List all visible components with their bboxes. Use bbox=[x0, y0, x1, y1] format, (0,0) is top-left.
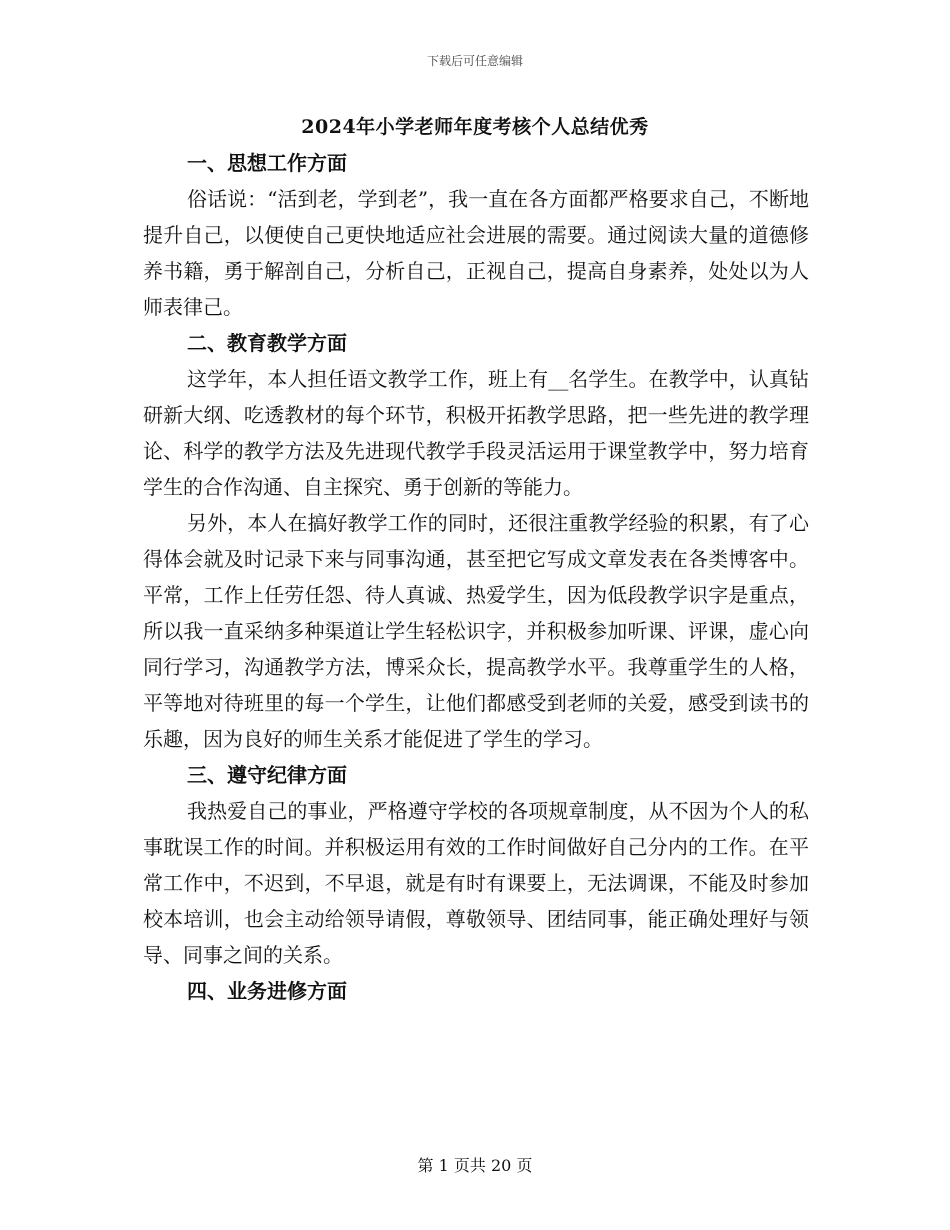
section-heading: 二、教育教学方面 bbox=[187, 331, 347, 355]
document-body bbox=[143, 145, 809, 1009]
section-heading: 一、思想工作方面 bbox=[187, 151, 347, 175]
section-heading: 三、遵守纪律方面 bbox=[187, 763, 347, 787]
paragraph: 这学年，本人担任语文教学工作，班上有__名学生。在教学中，认真钻研新大纲、吃透教材的每个环节，积极开拓教学思路，把一些先进的教学理论、科学的教学方法及先进现代教学手段灵活运用于课堂教学中，努力培育学生的合作沟通、自主探究、勇于创新的等能力。 bbox=[143, 367, 809, 499]
paragraph: 我热爱自己的事业，严格遵守学校的各项规章制度，从不因为个人的私事耽误工作的时间。并积极运用有效的工作时间做好自己分内的工作。在平常工作中，不迟到，不早退，就是有时有课要上，无法调课，不能及时参加校本培训，也会主动给领导请假，尊敬领导、团结同事，能正确处理好与领导、同事之间的关系。 bbox=[143, 799, 809, 967]
document-title: 2024年小学老师年度考核个人总结优秀 bbox=[301, 116, 649, 138]
page-number-footer: 第 1 页共 20 页 bbox=[417, 1156, 533, 1175]
page-header-note: 下载后可任意编辑 bbox=[426, 54, 523, 68]
section-professional-development bbox=[143, 973, 809, 1009]
section-thought-work bbox=[143, 145, 809, 325]
paragraph: 另外，本人在搞好教学工作的同时，还很注重教学经验的积累，有了心得体会就及时记录下来与同事沟通，甚至把它写成文章发表在各类博客中。平常，工作上任劳任怨、待人真诚、热爱学生，因为低段教学识字是重点，所以我一直采纳多种渠道让学生轻松识字，并积极参加听课、评课，虚心向同行学习，沟通教学方法，博采众长，提高教学水平。我尊重学生的人格，平等地对待班里的每一个学生，让他们都感受到老师的关爱，感受到读书的乐趣，因为良好的师生关系才能促进了学生的学习。 bbox=[143, 511, 809, 751]
section-discipline bbox=[143, 757, 809, 973]
section-heading: 四、业务进修方面 bbox=[187, 979, 347, 1003]
paragraph: 俗话说：“活到老，学到老”，我一直在各方面都严格要求自己，不断地提升自己，以便使自己更快地适应社会进展的需要。通过阅读大量的道德修养书籍，勇于解剖自己，分析自己，正视自己，提高自身素养，处处以为人师表律己。 bbox=[143, 187, 809, 319]
section-education-teaching bbox=[143, 325, 809, 757]
